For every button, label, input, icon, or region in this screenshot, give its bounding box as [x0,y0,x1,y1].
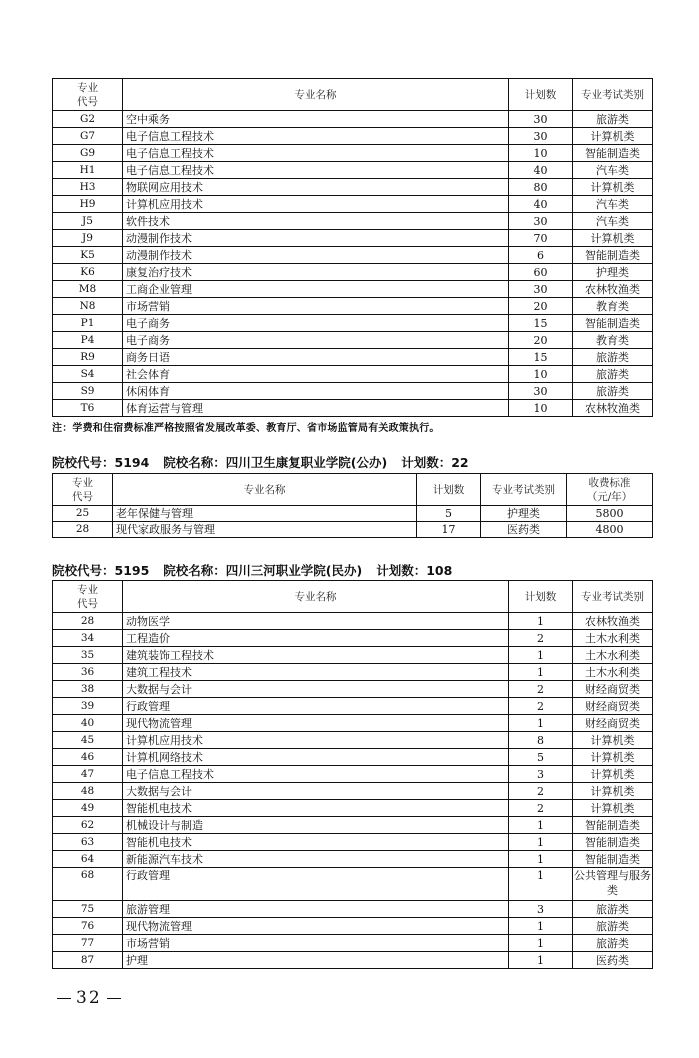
table-row [53,162,653,179]
cell-plan-count: 1 [509,952,573,969]
cell-code: M8 [53,281,123,298]
cell-exam-category: 计算机类 [573,766,653,783]
cell-major-name: 动漫制作技术 [123,230,509,247]
table-header-row [53,474,653,506]
cell-major-name: 计算机网络技术 [123,749,509,766]
header-plan-count: 计划数 [509,581,573,613]
header-tuition: 收费标准 （元/年） [567,474,653,506]
cell-code: 62 [53,817,123,834]
table-row [53,230,653,247]
cell-plan-count: 2 [509,681,573,698]
cell-code: H3 [53,179,123,196]
cell-exam-category: 农林牧渔类 [573,400,653,417]
header-code: 专业 代号 [53,79,123,111]
cell-plan-count: 60 [509,264,573,281]
enrollment-table-3 [52,580,653,969]
table-row [53,247,653,264]
cell-code: 28 [53,613,123,630]
cell-exam-category: 土木水利类 [573,664,653,681]
cell-major-name: 计算机应用技术 [123,196,509,213]
cell-major-name: 电子商务 [123,332,509,349]
cell-plan-count: 2 [509,783,573,800]
header-exam-category: 专业考试类别 [573,581,653,613]
cell-code: N8 [53,298,123,315]
cell-major-name: 计算机应用技术 [123,732,509,749]
cell-code: G2 [53,111,123,128]
cell-major-name: 行政管理 [123,698,509,715]
cell-exam-category: 智能制造类 [573,247,653,264]
cell-major-name: 老年保健与管理 [113,506,417,522]
cell-major-name: 护理 [123,952,509,969]
cell-exam-category: 计算机类 [573,128,653,145]
school-code: 院校代号：5195 [52,563,150,578]
table-row [53,732,653,749]
cell-major-name: 工程造价 [123,630,509,647]
table-row [53,749,653,766]
table-row [53,630,653,647]
cell-plan-count: 1 [509,935,573,952]
table-row [53,834,653,851]
cell-major-name: 软件技术 [123,213,509,230]
table-row [53,179,653,196]
table-row [53,698,653,715]
cell-code: S9 [53,383,123,400]
table-row [53,918,653,935]
cell-exam-category: 旅游类 [573,349,653,366]
cell-plan-count: 3 [509,766,573,783]
table-row [53,613,653,630]
cell-major-name: 工商企业管理 [123,281,509,298]
cell-major-name: 市场营销 [123,935,509,952]
cell-exam-category: 财经商贸类 [573,698,653,715]
school-plan-count: 计划数：108 [376,563,453,578]
cell-major-name: 智能机电技术 [123,800,509,817]
cell-plan-count: 5 [509,749,573,766]
cell-exam-category: 公共管理与服务类 [573,868,653,901]
cell-code: 68 [53,868,123,901]
table-header-row [53,79,653,111]
cell-code: S4 [53,366,123,383]
cell-code: H9 [53,196,123,213]
cell-plan-count: 2 [509,698,573,715]
cell-plan-count: 80 [509,179,573,196]
cell-exam-category: 旅游类 [573,366,653,383]
cell-code: J5 [53,213,123,230]
table-row [53,196,653,213]
cell-exam-category: 汽车类 [573,162,653,179]
cell-plan-count: 20 [509,298,573,315]
cell-plan-count: 5 [417,506,481,522]
cell-code: 40 [53,715,123,732]
header-major-name: 专业名称 [113,474,417,506]
enrollment-table-2 [52,473,653,538]
table-row [53,817,653,834]
cell-exam-category: 计算机类 [573,732,653,749]
cell-code: 46 [53,749,123,766]
cell-exam-category: 教育类 [573,298,653,315]
cell-plan-count: 2 [509,800,573,817]
table-row [53,506,653,522]
cell-plan-count: 3 [509,901,573,918]
cell-exam-category: 土木水利类 [573,647,653,664]
fee-note: 注：学费和住宿费标准严格按照省发展改革委、教育厅、省市场监管局有关政策执行。 [52,423,440,434]
cell-plan-count: 2 [509,630,573,647]
cell-code: 48 [53,783,123,800]
cell-plan-count: 1 [509,851,573,868]
header-plan-count: 计划数 [417,474,481,506]
cell-code: 25 [53,506,113,522]
cell-exam-category: 智能制造类 [573,817,653,834]
table-row [53,400,653,417]
page-number-text: 32 [76,988,102,1008]
cell-major-name: 电子信息工程技术 [123,145,509,162]
table-row [53,111,653,128]
table-row [53,145,653,162]
table-row [53,332,653,349]
cell-exam-category: 财经商贸类 [573,715,653,732]
cell-exam-category: 农林牧渔类 [573,281,653,298]
cell-plan-count: 30 [509,128,573,145]
school-name: 院校名称：四川三河职业学院(民办) [163,563,363,578]
cell-plan-count: 20 [509,332,573,349]
header-code: 专业 代号 [53,581,123,613]
cell-code: 36 [53,664,123,681]
school-header-5195 [52,561,466,579]
cell-major-name: 大数据与会计 [123,783,509,800]
cell-code: 28 [53,522,113,538]
cell-major-name: 机械设计与制造 [123,817,509,834]
table-row [53,213,653,230]
cell-plan-count: 10 [509,400,573,417]
table-row [53,383,653,400]
header-major-name: 专业名称 [123,79,509,111]
cell-major-name: 动物医学 [123,613,509,630]
cell-plan-count: 30 [509,213,573,230]
table-body [53,613,653,969]
school-header-5194 [52,453,483,471]
header-plan-count: 计划数 [509,79,573,111]
table-row [53,935,653,952]
cell-plan-count: 40 [509,196,573,213]
cell-code: R9 [53,349,123,366]
cell-exam-category: 智能制造类 [573,315,653,332]
cell-exam-category: 医药类 [573,952,653,969]
cell-major-name: 电子信息工程技术 [123,766,509,783]
cell-major-name: 行政管理 [123,868,509,901]
cell-code: 64 [53,851,123,868]
cell-exam-category: 旅游类 [573,935,653,952]
cell-plan-count: 1 [509,868,573,901]
cell-code: 39 [53,698,123,715]
cell-major-name: 康复治疗技术 [123,264,509,281]
cell-major-name: 市场营销 [123,298,509,315]
cell-major-name: 旅游管理 [123,901,509,918]
cell-exam-category: 旅游类 [573,901,653,918]
cell-code: 76 [53,918,123,935]
cell-exam-category: 计算机类 [573,800,653,817]
cell-code: K5 [53,247,123,264]
cell-code: J9 [53,230,123,247]
cell-major-name: 动漫制作技术 [123,247,509,264]
cell-code: 45 [53,732,123,749]
cell-major-name: 现代家政服务与管理 [113,522,417,538]
cell-exam-category: 农林牧渔类 [573,613,653,630]
cell-plan-count: 30 [509,281,573,298]
table-body [53,506,653,538]
cell-plan-count: 1 [509,817,573,834]
cell-exam-category: 智能制造类 [573,851,653,868]
page-dash-left [57,998,71,999]
cell-plan-count: 6 [509,247,573,264]
cell-code: 49 [53,800,123,817]
header-major-name: 专业名称 [123,581,509,613]
cell-exam-category: 计算机类 [573,749,653,766]
table-row [53,366,653,383]
table-row [53,800,653,817]
cell-code: K6 [53,264,123,281]
cell-code: 35 [53,647,123,664]
cell-exam-category: 护理类 [573,264,653,281]
table-header-row [53,581,653,613]
cell-exam-category: 汽车类 [573,213,653,230]
cell-exam-category: 医药类 [481,522,567,538]
cell-exam-category: 计算机类 [573,179,653,196]
cell-plan-count: 30 [509,111,573,128]
cell-code: 38 [53,681,123,698]
cell-code: 47 [53,766,123,783]
cell-plan-count: 17 [417,522,481,538]
cell-plan-count: 1 [509,715,573,732]
page-dash-right [107,998,121,999]
table-row [53,664,653,681]
cell-exam-category: 土木水利类 [573,630,653,647]
cell-major-name: 电子信息工程技术 [123,162,509,179]
cell-plan-count: 70 [509,230,573,247]
cell-major-name: 现代物流管理 [123,918,509,935]
header-exam-category: 专业考试类别 [573,79,653,111]
cell-exam-category: 汽车类 [573,196,653,213]
cell-major-name: 建筑工程技术 [123,664,509,681]
table-row [53,715,653,732]
cell-exam-category: 智能制造类 [573,834,653,851]
school-code: 院校代号：5194 [52,455,150,470]
cell-code: 87 [53,952,123,969]
table-row [53,868,653,901]
cell-plan-count: 1 [509,664,573,681]
cell-code: 34 [53,630,123,647]
cell-tuition: 5800 [567,506,653,522]
cell-major-name: 休闲体育 [123,383,509,400]
table-row [53,647,653,664]
cell-plan-count: 30 [509,383,573,400]
cell-plan-count: 10 [509,366,573,383]
cell-plan-count: 1 [509,834,573,851]
cell-plan-count: 1 [509,918,573,935]
table-row [53,766,653,783]
cell-code: G9 [53,145,123,162]
cell-code: H1 [53,162,123,179]
cell-code: P4 [53,332,123,349]
cell-exam-category: 智能制造类 [573,145,653,162]
cell-exam-category: 旅游类 [573,111,653,128]
cell-major-name: 现代物流管理 [123,715,509,732]
table-row [53,901,653,918]
cell-major-name: 电子信息工程技术 [123,128,509,145]
cell-major-name: 空中乘务 [123,111,509,128]
school-name: 院校名称：四川卫生康复职业学院(公办) [163,455,388,470]
cell-major-name: 体育运营与管理 [123,400,509,417]
cell-exam-category: 护理类 [481,506,567,522]
cell-plan-count: 8 [509,732,573,749]
cell-exam-category: 财经商贸类 [573,681,653,698]
table-row [53,298,653,315]
table-row [53,851,653,868]
page-number [52,988,126,1008]
cell-code: T6 [53,400,123,417]
cell-code: P1 [53,315,123,332]
cell-major-name: 社会体育 [123,366,509,383]
cell-plan-count: 15 [509,315,573,332]
cell-tuition: 4800 [567,522,653,538]
cell-exam-category: 旅游类 [573,918,653,935]
cell-major-name: 智能机电技术 [123,834,509,851]
table-row [53,522,653,538]
cell-exam-category: 计算机类 [573,783,653,800]
header-code: 专业 代号 [53,474,113,506]
cell-plan-count: 10 [509,145,573,162]
cell-major-name: 大数据与会计 [123,681,509,698]
cell-code: G7 [53,128,123,145]
enrollment-table-1 [52,78,653,417]
cell-exam-category: 计算机类 [573,230,653,247]
table-row [53,952,653,969]
table-row [53,281,653,298]
school-plan-count: 计划数：22 [401,455,469,470]
header-exam-category: 专业考试类别 [481,474,567,506]
table-row [53,128,653,145]
cell-major-name: 商务日语 [123,349,509,366]
cell-major-name: 建筑装饰工程技术 [123,647,509,664]
cell-major-name: 物联网应用技术 [123,179,509,196]
cell-exam-category: 教育类 [573,332,653,349]
table-row [53,315,653,332]
table-row [53,349,653,366]
table-body [53,111,653,417]
cell-plan-count: 1 [509,647,573,664]
table-row [53,264,653,281]
cell-major-name: 新能源汽车技术 [123,851,509,868]
cell-plan-count: 15 [509,349,573,366]
table-row [53,681,653,698]
cell-major-name: 电子商务 [123,315,509,332]
cell-code: 77 [53,935,123,952]
cell-code: 75 [53,901,123,918]
cell-code: 63 [53,834,123,851]
cell-plan-count: 40 [509,162,573,179]
cell-plan-count: 1 [509,613,573,630]
cell-exam-category: 旅游类 [573,383,653,400]
table-row [53,783,653,800]
